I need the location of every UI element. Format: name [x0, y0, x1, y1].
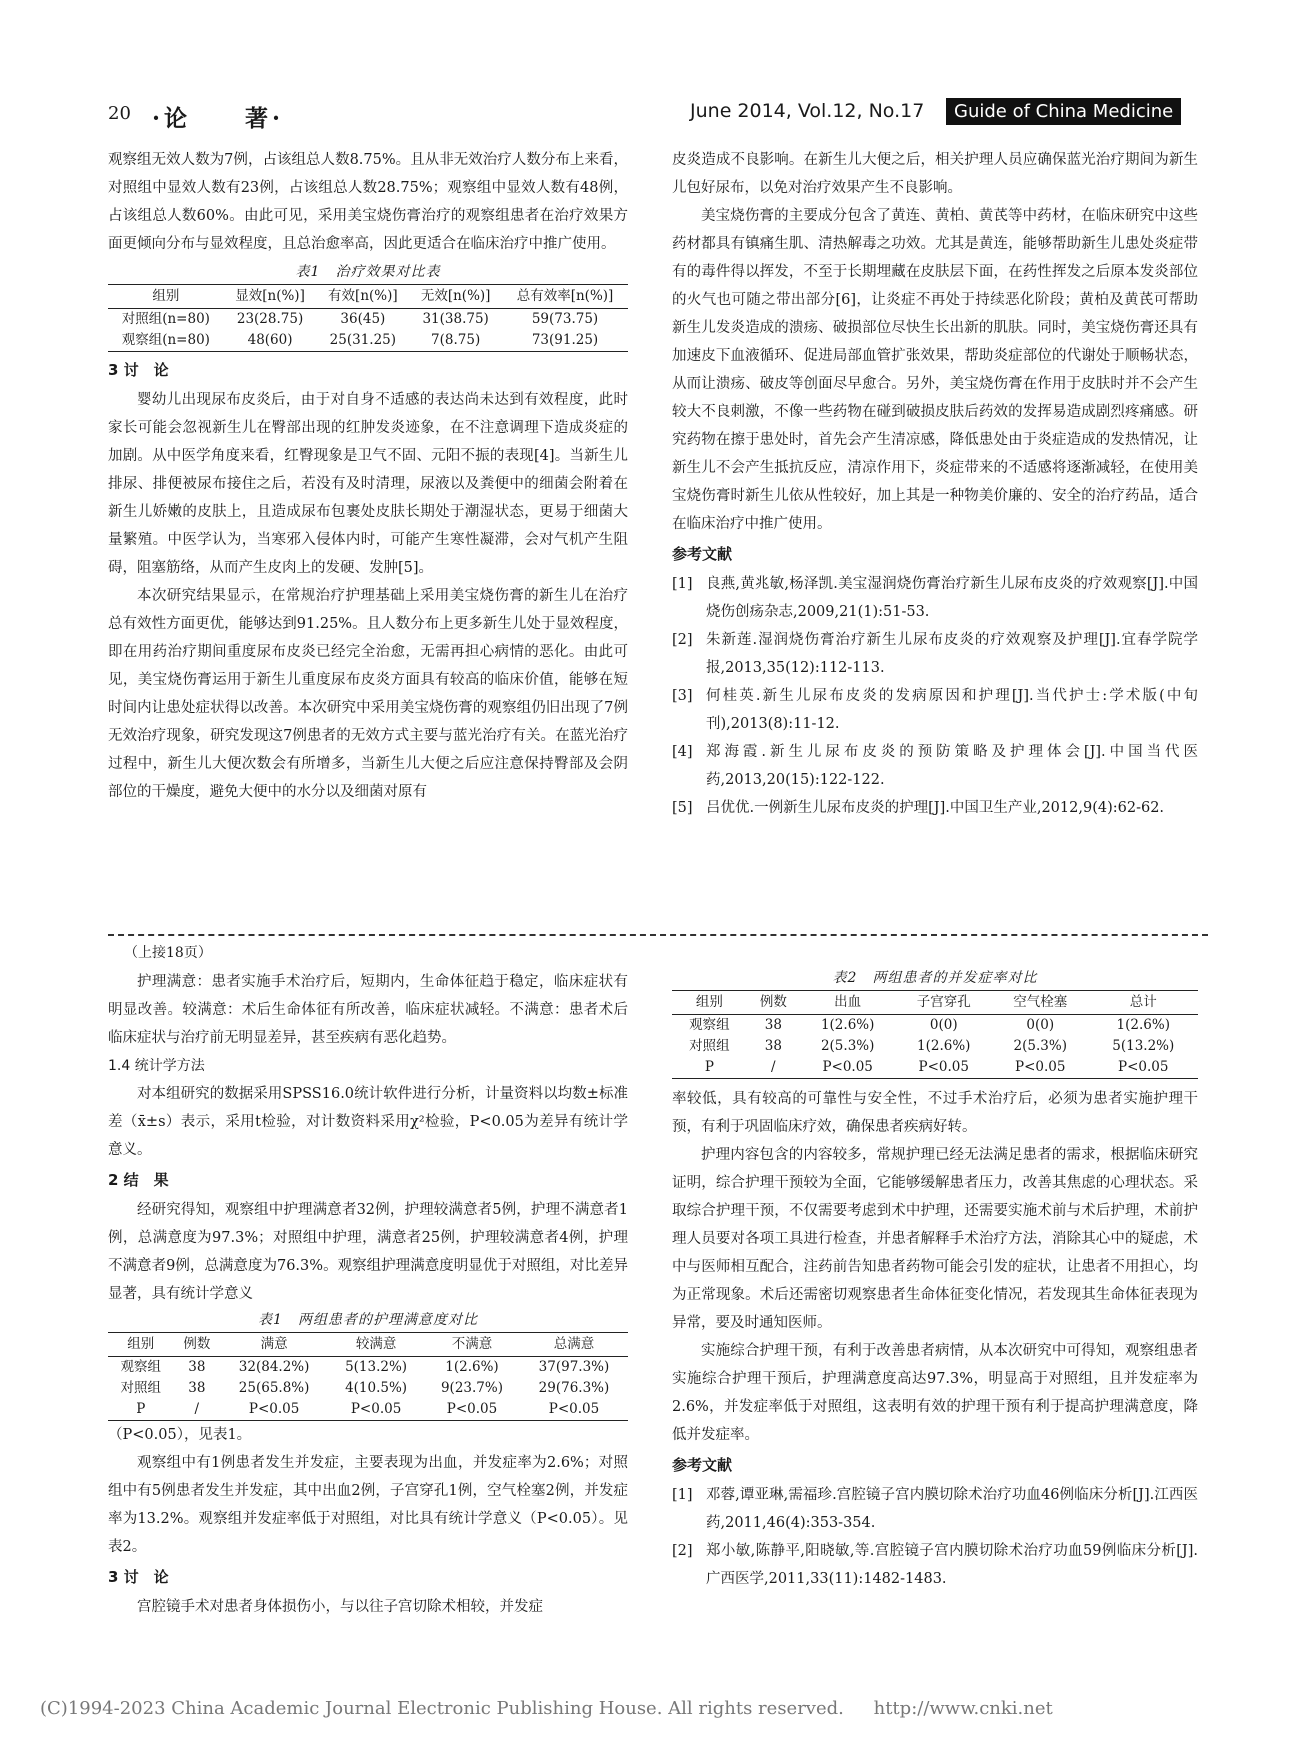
lower-right-column	[672, 966, 1198, 1593]
paragraph: 经研究得知，观察组中护理满意者32例，护理较满意者5例，护理不满意者1例，总满意度为97.3%；对照组中护理，满意者25例，护理较满意者4例，护理不满意者9例，总满意度为76.3%。观察组护理满意度明显优于对照组，对比差异显著，具有统计学意义	[108, 1202, 628, 1302]
paragraph: 宫腔镜手术对患者身体损伤小，与以往子宫切除术相较，并发症	[137, 1599, 543, 1615]
paragraph: 本次研究结果显示，在常规治疗护理基础上采用美宝烧伤膏的新生儿在治疗总有效性方面更优，能够达到91.25%。且人数分布上更多新生儿处于显效程度，即在用药治疗期间重度尿布皮炎已经完全治愈，无需再担心病情的恶化。由此可见，美宝烧伤膏运用于新生儿重度尿布皮炎方面具有较高的临床价值，能够在短时间内让患处症状得以改善。本次研究中采用美宝烧伤膏的观察组仍旧出现了7例无效治疗现象，研究发现这7例患者的无效方式主要与蓝光治疗有关。在蓝光治疗过程中，新生儿大便次数会有所增多，当新生儿大便之后应注意保持臀部及会阴部位的干燥度，避免大便中的水分以及细菌对原有	[108, 588, 628, 800]
table-row: 对照组(n=80) 23(28.75) 36(45) 31(38.75) 59(73.75)	[121, 311, 599, 327]
lower-left-column	[108, 968, 628, 1621]
table-row: 对照组 38 2(5.3%) 1(2.6%) 2(5.3%) 5(13.2%)	[689, 1038, 1175, 1054]
section-heading: 3 讨 论	[108, 1568, 169, 1586]
paragraph: 婴幼儿出现尿布皮炎后，由于对自身不适感的表达尚未达到有效程度，此时家长可能会忽视新生儿在臀部出现的红肿发炎迹象，在不注意调理下造成炎症的加剧。从中医学角度来看，红臀现象是卫气不固、元阳不振的表现[4]。当新生儿排尿、排便被尿布接住之后，若没有及时清理，尿液以及粪便中的细菌会附着在新生儿娇嫩的皮肤上，且造成尿布包裹处皮肤长期处于潮湿状态，更易于细菌大量繁殖。中医学认为，当寒邪入侵体内时，可能产生寒性凝滞，会对气机产生阻碍，阻塞筋络，从而产生皮肉上的发硬、发肿[5]。	[108, 392, 628, 576]
paragraph: 对本组研究的数据采用SPSS16.0统计软件进行分析，计量资料以均数±标准差（x̄±s）表示，采用t检验，对计数资料采用χ²检验，P<0.05为差异有统计学意义。	[108, 1086, 628, 1158]
references-heading: 参考文献	[672, 545, 733, 563]
table-row: P / P<0.05 P<0.05 P<0.05 P<0.05	[108, 1399, 628, 1421]
paragraph: 率较低，具有较高的可靠性与安全性，不过手术治疗后，必须为患者实施护理干预，有利于巩固临床疗效，确保患者疾病好转。	[672, 1091, 1198, 1135]
website-link[interactable]: http://www.cnki.net	[873, 1698, 1053, 1719]
section-heading: 2 结 果	[108, 1171, 169, 1189]
table-header-cell: 无效[n(%)]	[409, 285, 502, 309]
reference-item: [2] 郑小敏,陈静平,阳晓敏,等.宫腔镜子宫内膜切除术治疗功血59例临床分析[J].广西医学,2011,33(11):1482-1483.	[672, 1543, 1198, 1587]
table-caption: 表2 两组患者的并发症率对比	[832, 970, 1038, 986]
references-heading: 参考文献	[672, 1456, 733, 1474]
table-row: 观察组 38 32(84.2%) 5(13.2%) 1(2.6%) 37(97.3%)	[120, 1359, 610, 1375]
section-title: ·论 著·	[152, 105, 285, 132]
satisfaction-table: 组别 例数 满意 较满意 不满意 总满意 观察组 38 32(84.2%) 5(13.2%) 1(2.6%) 37(97.3%) 对照组 38 25(65.8%) 4(10.5%) 9(23.7%) 29(76.3%) P / P<0.05 P<0.05 P<0.05 P<0.05	[108, 1332, 628, 1421]
article-divider	[108, 934, 1208, 936]
journal-name-badge: Guide of China Medicine	[946, 98, 1181, 125]
copyright-footer	[40, 1698, 1053, 1719]
section-heading: 3 讨 论	[108, 361, 169, 379]
copyright-text: (C)1994-2023 China Academic Journal Electronic Publishing House. All rights reserved.	[40, 1698, 844, 1719]
reference-item: [3] 何桂英.新生儿尿布皮炎的发病原因和护理[J].当代护士:学术版(中旬刊),2013(8):11-12.	[672, 688, 1198, 732]
reference-item: [2] 朱新莲.湿润烧伤膏治疗新生儿尿布皮炎的疗效观察及护理[J].宜春学院学报,2013,35(12):112-113.	[672, 632, 1198, 676]
issue-info: June 2014, Vol.12, No.17	[690, 100, 925, 122]
table-header-cell: 组别	[108, 285, 224, 309]
paragraph: 观察组中有1例患者发生并发症，主要表现为出血，并发症率为2.6%；对照组中有5例患者发生并发症，其中出血2例，子宫穿孔1例，空气栓塞2例，并发症率为13.2%。观察组并发症率低于对照组，对比具有统计学意义（P<0.05）。见表2。	[108, 1455, 628, 1555]
paragraph: 观察组无效人数为7例，占该组总人数8.75%。且从非无效治疗人数分布上来看，对照组中显效人数有23例，占该组总人数28.75%；观察组中显效人数有48例，占该组总人数60%。由此可见，采用美宝烧伤膏治疗的观察组患者在治疗效果方面更倾向分布与显效程度，且总治愈率高，因此更适合在临床治疗中推广使用。	[108, 152, 628, 252]
table-header-cell: 总有效率[n(%)]	[502, 285, 628, 309]
table-caption: 表1 治疗效果对比表	[295, 264, 441, 280]
reference-item: [1] 邓蓉,谭亚琳,需福珍.宫腔镜子宫内膜切除术治疗功血46例临床分析[J].江西医药,2011,46(4):353-354.	[672, 1487, 1198, 1531]
reference-item: [1] 良燕,黄兆敏,杨泽凯.美宝湿润烧伤膏治疗新生儿尿布皮炎的疗效观察[J].中国烧伤创疡杂志,2009,21(1):51-53.	[672, 576, 1198, 620]
upper-left-column	[108, 146, 628, 806]
page-number: 20	[108, 103, 131, 124]
paragraph: 护理内容包含的内容较多，常规护理已经无法满足患者的需求，根据临床研究证明，综合护理干预较为全面，它能够缓解患者压力，改善其焦虑的心理状态。采取综合护理干预，不仅需要考虑到术中护理，还需要实施术前与术后护理，术前护理人员要对各项工具进行检查，并患者解释手术治疗方法，消除其心中的疑虑，术中与医师相互配合，注药前告知患者药物可能会引发的症状，让患者不用担心，均为正常现象。术后还需密切观察患者生命体征变化情况，若发现其生命体征表现为异常，要及时通知医师。	[672, 1147, 1198, 1331]
reference-item: [4] 郑海霞.新生儿尿布皮炎的预防策略及护理体会[J].中国当代医药,2013,20(15):122-122.	[672, 744, 1198, 788]
table-header-cell: 有效[n(%)]	[316, 285, 409, 309]
efficacy-table	[108, 284, 628, 352]
table-row: 对照组 38 25(65.8%) 4(10.5%) 9(23.7%) 29(76.3%)	[120, 1380, 610, 1396]
table-row: 观察组 38 1(2.6%) 0(0) 0(0) 1(2.6%)	[689, 1017, 1170, 1033]
paragraph: （P<0.05），见表1。	[108, 1427, 252, 1443]
subsection-heading: 1.4 统计学方法	[108, 1058, 205, 1074]
paragraph: 美宝烧伤膏的主要成分包含了黄连、黄柏、黄芪等中药材，在临床研究中这些药材都具有镇痛生肌、清热解毒之功效。尤其是黄连，能够帮助新生儿患处炎症带有的毒件得以挥发，不至于长期埋藏在皮肤层下面，在药性挥发之后原本发炎部位的火气也可随之带出部分[6]，让炎症不再处于持续恶化阶段；黄柏及黄芪可帮助新生儿发炎造成的溃疡、破损部位尽快生长出新的肌肤。同时，美宝烧伤膏还具有加速皮下血液循环、促进局部血管扩张效果，帮助炎症部位的代谢处于顺畅状态，从而让溃疡、破皮等创面尽早愈合。另外，美宝烧伤膏在作用于皮肤时并不会产生较大不良刺激，不像一些药物在碰到破损皮肤后药效的发挥易造成剧烈疼痛感。研究药物在擦于患处时，首先会产生清凉感，降低患处由于炎症造成的发热情况，让新生儿不会产生抵抗反应，清凉作用下，炎症带来的不适感将逐渐减轻，在使用美宝烧伤膏时新生儿依从性较好，加上其是一种物美价廉的、安全的治疗药品，适合在临床治疗中推广使用。	[672, 208, 1198, 532]
table-caption: 表1 两组患者的护理满意度对比	[258, 1312, 478, 1328]
table-row: P / P<0.05 P<0.05 P<0.05 P<0.05	[672, 1057, 1198, 1079]
continued-note: （上接18页）	[124, 945, 212, 961]
reference-item: [5] 吕优优.一例新生儿尿布皮炎的护理[J].中国卫生产业,2012,9(4):62-62.	[672, 800, 1165, 816]
upper-right-column	[672, 146, 1198, 822]
reference-list	[672, 1481, 1198, 1593]
paragraph: 皮炎造成不良影响。在新生儿大便之后，相关护理人员应确保蓝光治疗期间为新生儿包好尿布，以免对治疗效果产生不良影响。	[672, 152, 1198, 196]
reference-list	[672, 570, 1198, 822]
paragraph: 实施综合护理干预，有利于改善患者病情，从本次研究中可得知，观察组患者实施综合护理干预后，护理满意度高达97.3%，明显高于对照组，且并发症率为2.6%，并发症率低于对照组，这表明有效的护理干预有利于提高护理满意度，降低并发症率。	[672, 1343, 1198, 1443]
complication-table: 组别 例数 出血 子宫穿孔 空气栓塞 总计 观察组 38 1(2.6%) 0(0) 0(0) 1(2.6%) 对照组 38 2(5.3%) 1(2.6%) 2(5.3%) 5(13.2%) P / P<0.05 P<0.05 P<0.05 P<0.05	[672, 990, 1198, 1079]
paragraph: 护理满意：患者实施手术治疗后，短期内，生命体征趋于稳定，临床症状有明显改善。较满意：术后生命体征有所改善，临床症状减轻。不满意：患者术后临床症状与治疗前无明显差异，甚至疾病有恶化趋势。	[108, 974, 628, 1046]
table-header-cell: 显效[n(%)]	[224, 285, 317, 309]
table-row: 观察组(n=80) 48(60) 25(31.25) 7(8.75) 73(91.25)	[108, 330, 628, 352]
